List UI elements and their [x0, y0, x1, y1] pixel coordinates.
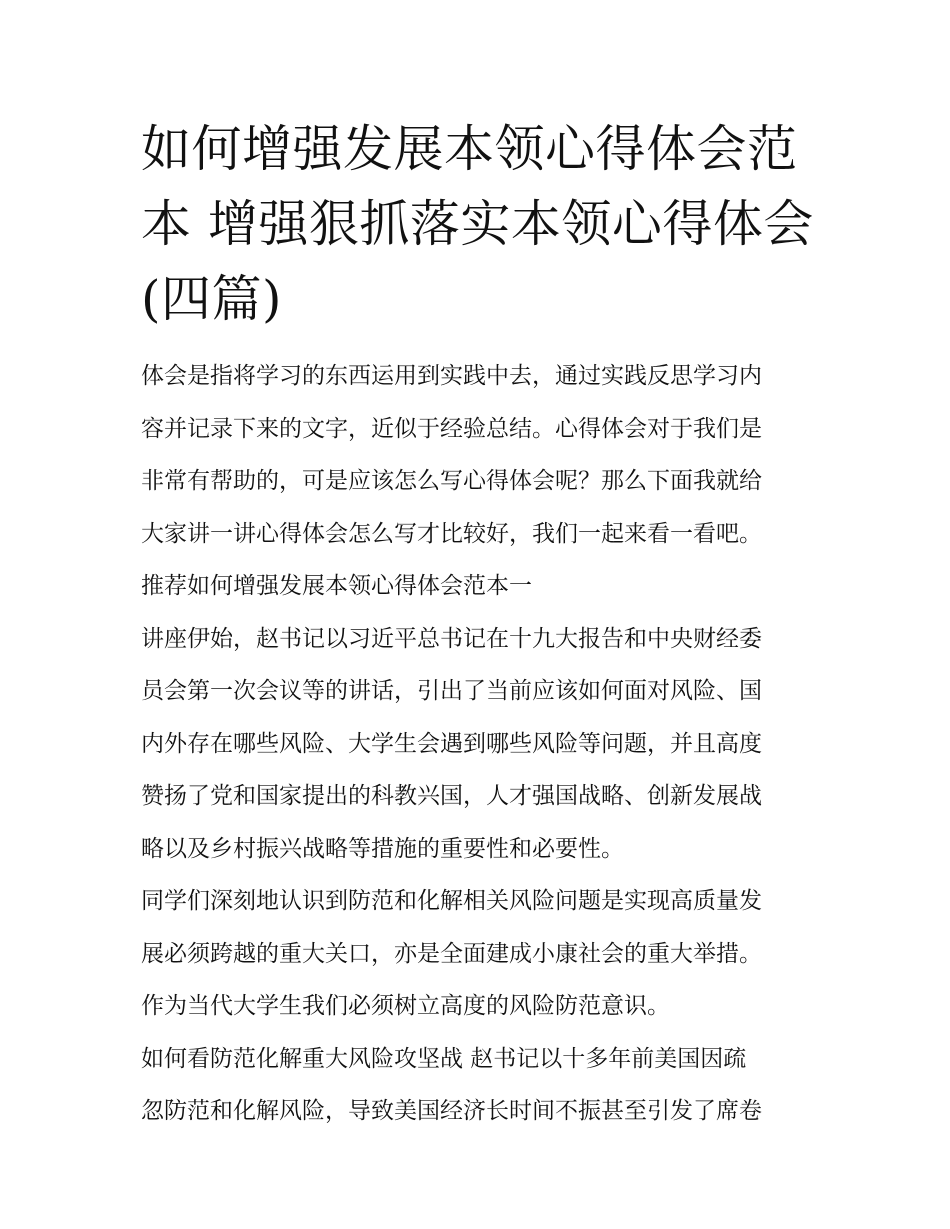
body-text-line: 容并记录下来的文字，近似于经验总结。心得体会对于我们是: [141, 415, 762, 442]
document-body: [141, 350, 821, 1138]
body-text-line: 如何看防范化解重大风险攻坚战 赵书记以十多年前美国因疏: [141, 1045, 747, 1072]
title-line: 如何增强发展本领心得体会范: [141, 120, 798, 178]
body-text-line: 忽防范和化解风险，导致美国经济长时间不振甚至引发了席卷: [141, 1098, 762, 1124]
body-text-line: 赞扬了党和国家提出的科教兴国，人才强国战略、创新发展战: [141, 783, 762, 809]
body-text-line: 非常有帮助的，可是应该怎么写心得体会呢？那么下面我就给: [141, 468, 762, 494]
title-line: (四篇): [141, 270, 283, 328]
document-content: [141, 112, 821, 1138]
body-text-line: 略以及乡村振兴战略等措施的重要性和必要性。: [141, 835, 624, 862]
section-heading: 推荐如何增强发展本领心得体会范本一: [141, 573, 532, 599]
body-text-line: 展必须跨越的重大关口，亦是全面建成小康社会的重大举措。: [141, 940, 762, 967]
title-line: 本 增强狠抓落实本领心得体会: [141, 195, 814, 253]
document-title: [141, 112, 821, 337]
body-text-line: 讲座伊始，赵书记以习近平总书记在十九大报告和中央财经委: [141, 625, 762, 652]
body-text-line: 同学们深刻地认识到防范和化解相关风险问题是实现高质量发: [141, 888, 762, 914]
body-text-line: 员会第一次会议等的讲话，引出了当前应该如何面对风险、国: [141, 678, 762, 704]
body-text-line: 作为当代大学生我们必须树立高度的风险防范意识。: [141, 993, 670, 1019]
body-text-line: 体会是指将学习的东西运用到实践中去，通过实践反思学习内: [141, 363, 762, 389]
body-text-line: 大家讲一讲心得体会怎么写才比较好，我们一起来看一看吧。: [141, 520, 762, 547]
body-text-line: 内外存在哪些风险、大学生会遇到哪些风险等问题，并且高度: [141, 730, 762, 757]
